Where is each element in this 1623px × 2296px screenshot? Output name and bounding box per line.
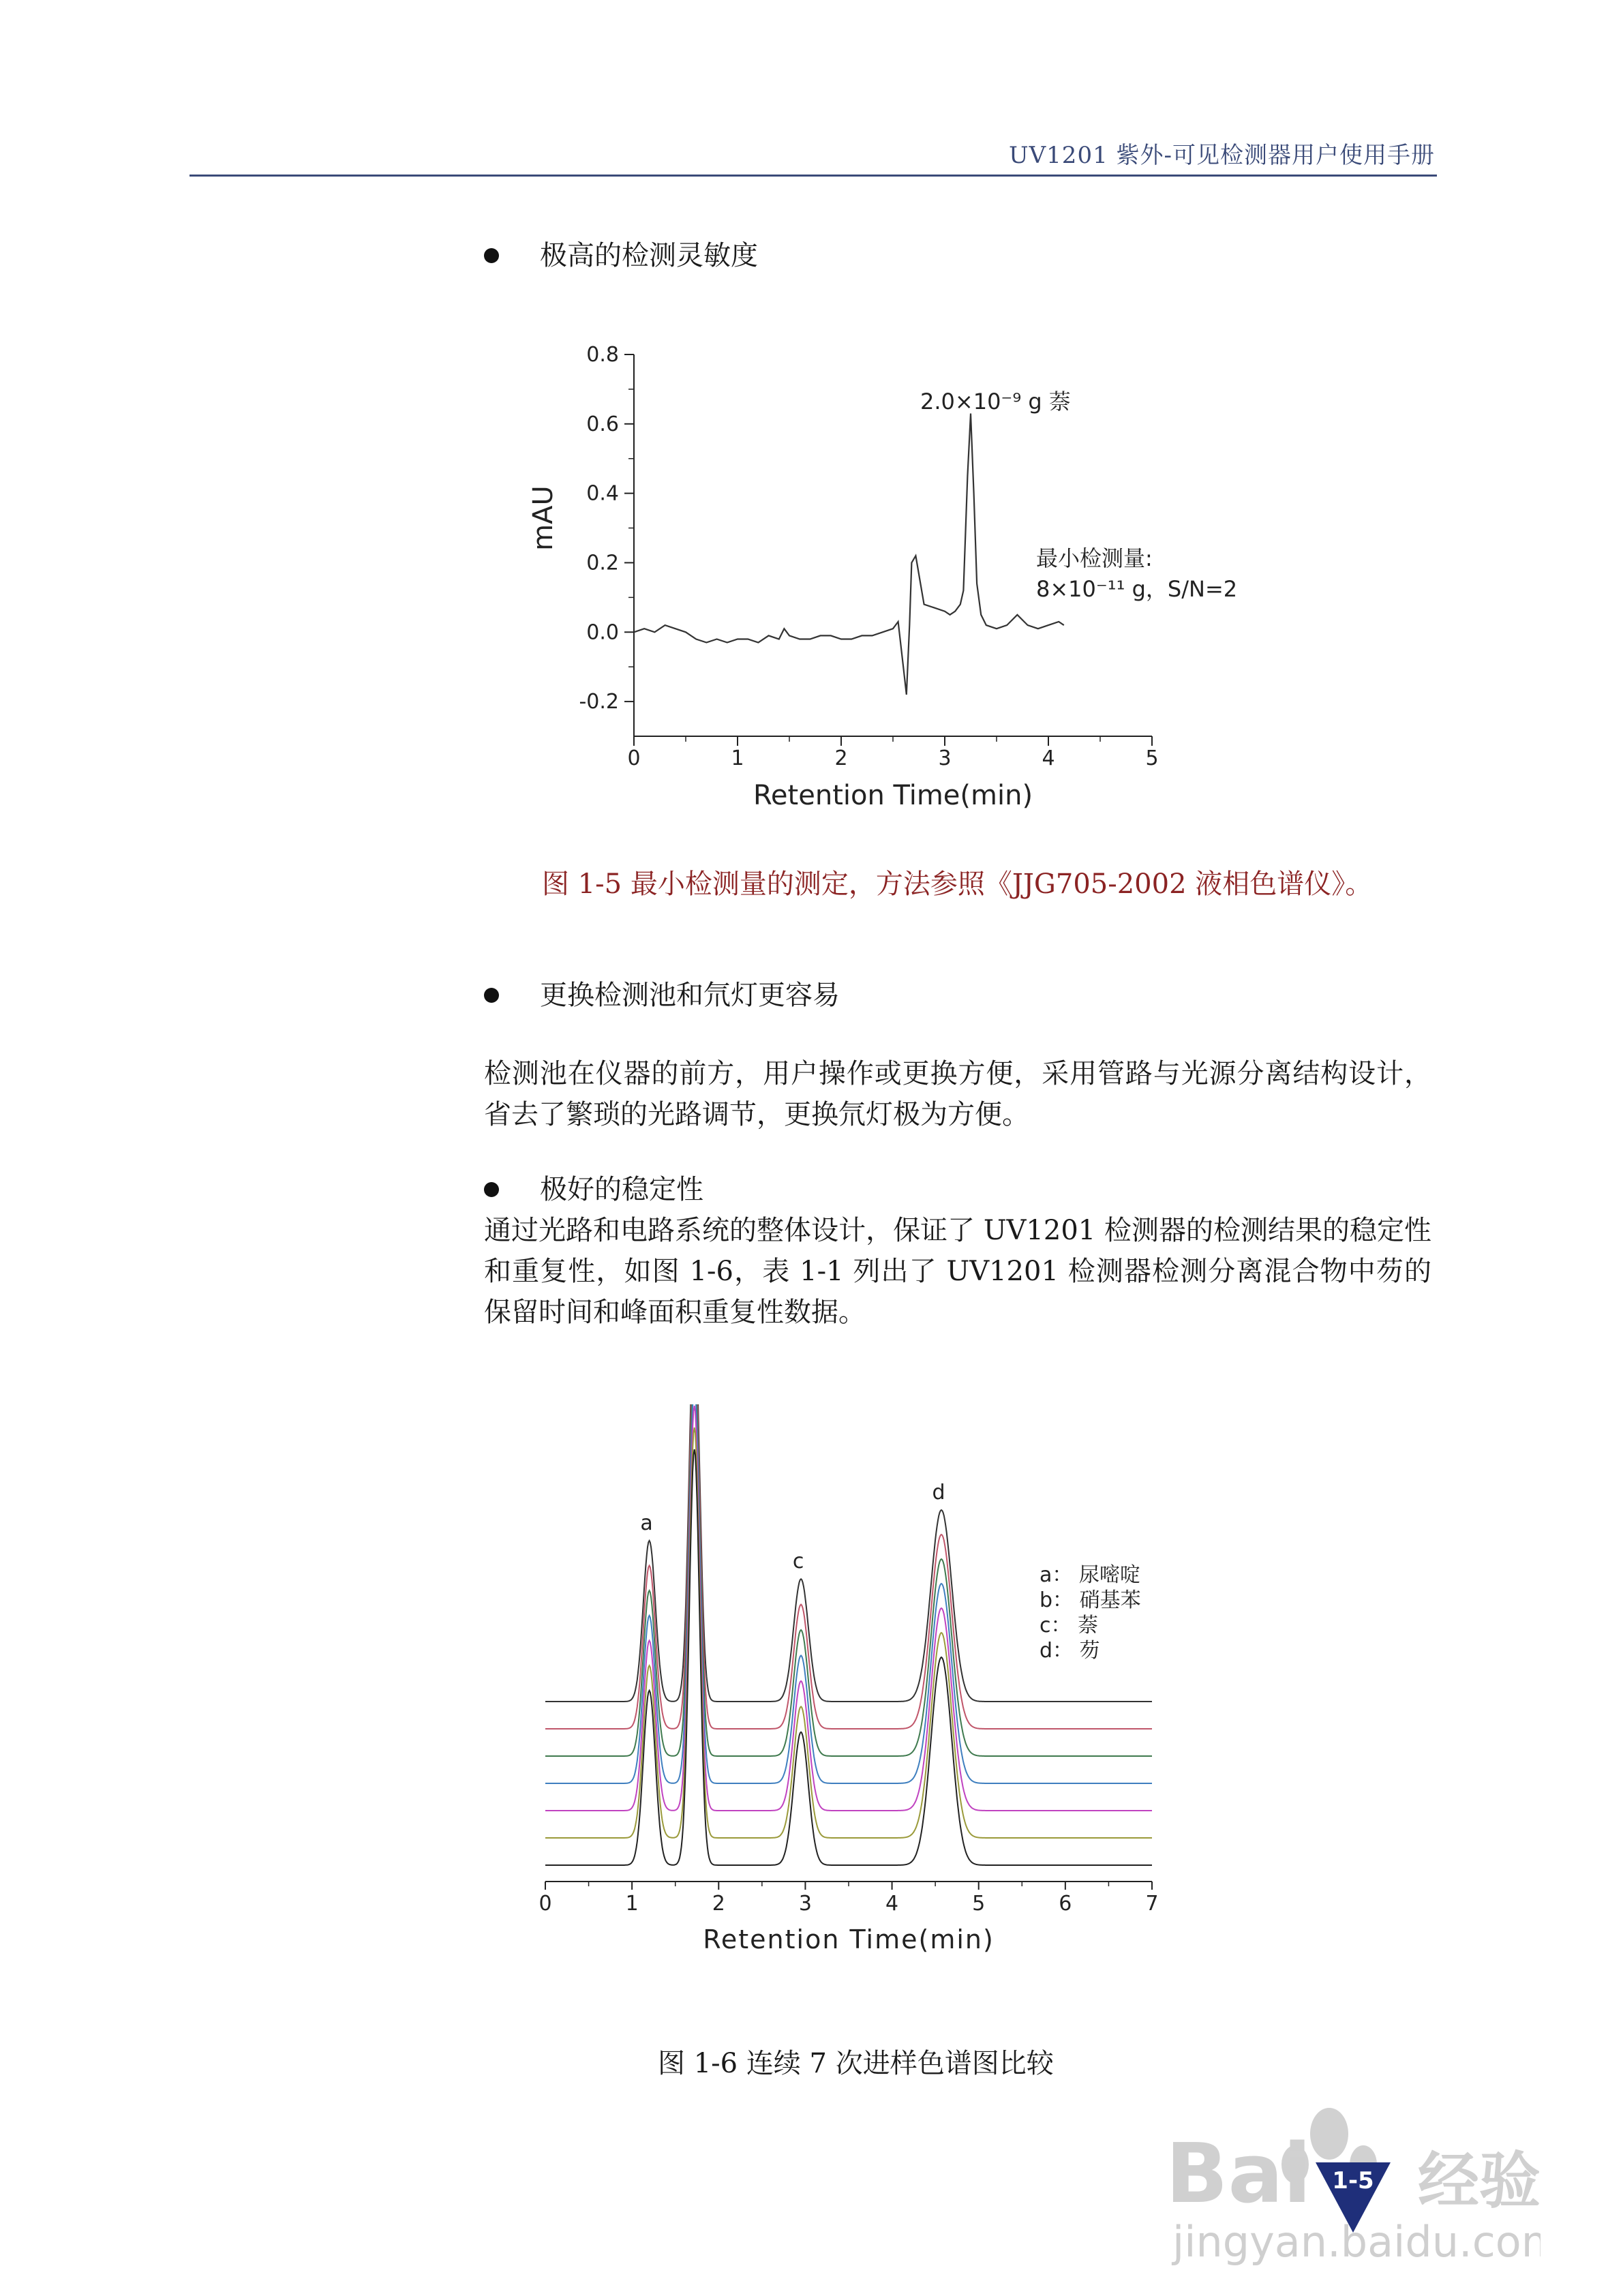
x-tick-label: 6 <box>1059 1892 1072 1916</box>
x-tick-label: 4 <box>1042 746 1055 770</box>
header-title: UV1201 紫外-可见检测器用户使用手册 <box>1008 142 1435 169</box>
paragraph-stability: 通过光路和电路系统的整体设计，保证了 UV1201 检测器的检测结果的稳定性和重复性，如图 1-6，表 1-1 列出了 UV1201 检测器检测分离混合物中芴的保留时间和峰面积重复性数据。 <box>484 1215 1431 1328</box>
legend-item: b： 硝基苯 <box>1040 1588 1141 1612</box>
paragraph-replace: 检测池在仪器的前方，用户操作或更换方便，采用管路与光源分离结构设计，省去了繁琐的光路调节，更换氘灯极为方便。 <box>484 1058 1431 1130</box>
x-tick-label: 5 <box>972 1892 986 1916</box>
y-tick-label: -0.2 <box>579 690 619 714</box>
x-tick-label: 5 <box>1145 746 1159 770</box>
annotation-min-label: 最小检测量: <box>1036 545 1153 571</box>
y-axis-label: mAU <box>528 485 559 551</box>
x-tick-label: 1 <box>731 746 744 770</box>
x-tick-label: 7 <box>1145 1892 1159 1916</box>
x-tick-label: 2 <box>712 1892 725 1916</box>
x-axis-label: Retention Time(min) <box>703 1924 995 1954</box>
figure-1-6-caption: 图 1-6 连续 7 次进样色谱图比较 <box>658 2048 1054 2079</box>
peak-label: d <box>932 1481 945 1505</box>
series-chromatogram <box>634 414 1064 695</box>
y-tick-label: 0.8 <box>586 343 619 367</box>
x-tick-label: 0 <box>539 1892 552 1916</box>
y-tick-label: 0.6 <box>586 412 619 436</box>
x-tick-label: 1 <box>625 1892 639 1916</box>
bullet-text: 极高的检测灵敏度 <box>540 240 758 271</box>
legend-item: d： 芴 <box>1040 1639 1100 1663</box>
bullet-dot <box>484 248 499 263</box>
y-tick-label: 0.4 <box>586 481 619 506</box>
svg-text:Bai: Bai <box>1166 2127 1311 2222</box>
peak-label: c <box>792 1550 804 1574</box>
x-axis-label: Retention Time(min) <box>753 780 1033 811</box>
x-tick-label: 0 <box>627 746 641 770</box>
svg-text:经验: 经验 <box>1418 2145 1541 2217</box>
watermark-logo <box>1159 2086 1541 2270</box>
peak-label: a <box>640 1511 653 1535</box>
x-tick-label: 4 <box>885 1892 899 1916</box>
annotation-peak: 2.0×10⁻⁹ g 萘 <box>920 389 1071 414</box>
x-tick-label: 3 <box>798 1892 812 1916</box>
bullet-dot <box>484 988 499 1003</box>
annotation-min-value: 8×10⁻¹¹ g，S/N=2 <box>1036 576 1238 602</box>
x-tick-label: 2 <box>834 746 848 770</box>
baidu-jingyan-watermark <box>1159 2086 1541 2270</box>
figure-1-5-caption: 图 1-5 最小检测量的测定，方法参照《JJG705-2002 液相色谱仪》。 <box>542 868 1373 900</box>
bullet-dot <box>484 1182 499 1197</box>
figure-1-5-chart <box>518 341 1281 845</box>
y-tick-label: 0.0 <box>586 620 619 645</box>
x-tick-label: 3 <box>938 746 952 770</box>
y-tick-label: 0.2 <box>586 551 619 575</box>
bullet-text: 极好的稳定性 <box>540 1174 703 1205</box>
watermark-url: jingyan.baidu.com <box>1172 2217 1541 2267</box>
legend <box>1040 1563 1141 1663</box>
page-badge: 1-5 <box>1332 2167 1374 2194</box>
header-rule <box>189 175 1437 177</box>
figure-1-6-chart <box>518 1404 1186 2004</box>
legend-item: c： 萘 <box>1040 1614 1099 1637</box>
bullet-text: 更换检测池和氘灯更容易 <box>540 980 840 1011</box>
legend-item: a： 尿嘧啶 <box>1040 1563 1140 1587</box>
